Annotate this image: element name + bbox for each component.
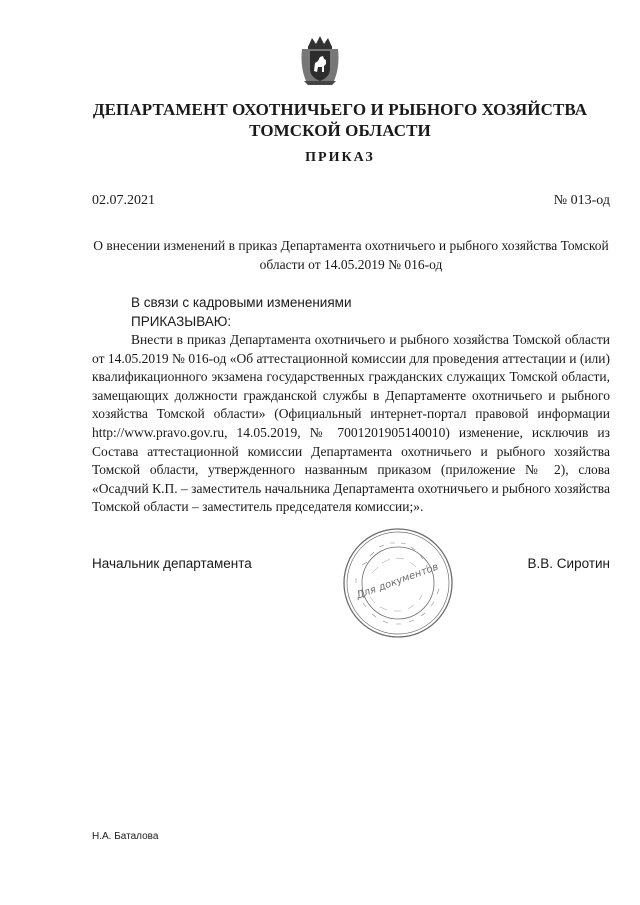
- preamble-order-word: ПРИКАЗЫВАЮ:: [131, 314, 232, 329]
- preamble-reason: В связи с кадровыми изменениями: [131, 295, 352, 310]
- executor-name: Н.А. Баталова: [92, 831, 159, 842]
- document-subject: О внесении изменений в приказ Департамента охотничьего и рыбного хозяйства Томской области от 14.05.2019 № 016-од: [93, 238, 609, 272]
- order-body-paragraph: Внести в приказ Департамента охотничьего и рыбного хозяйства Томской области от 14.05.2019 № 016-од «Об аттестационной комиссии для проведения аттестации и (или) квалификационного экзамена государственных гражданских служащих Томской области, замещающих должности гражданской службы в Департаменте охотничьего и рыбного хозяйства Томской области» (Официальный интернет-портал правовой информации http://www.pravo.gov.ru, 14.05.2019, № 7001201905140010) изменение, исключив из Состава аттестационной комиссии Департамента охотничьего и рыбного хозяйства Томской области, утвержденного названным приказом (приложение № 2), слова «Осадчий К.П. – заместитель начальника Департамента охотничьего и рыбного хозяйства Томской области – заместитель председателя комиссии;».: [92, 332, 610, 515]
- document-number: № 013-од: [553, 193, 610, 208]
- document-date: 02.07.2021: [92, 193, 155, 208]
- signer-name: В.В. Сиротин: [527, 556, 610, 571]
- organization-name-line-2: ТОМСКОЙ ОБЛАСТИ: [249, 121, 431, 140]
- signer-position: Начальник департамента: [92, 556, 252, 571]
- tomsk-region-coat-of-arms-icon: [298, 35, 342, 87]
- stamp-text: Для документов: [354, 561, 440, 602]
- organization-name-line-1: ДЕПАРТАМЕНТ ОХОТНИЧЬЕГО И РЫБНОГО ХОЗЯЙСТВА: [92, 100, 588, 119]
- document-type-heading: ПРИКАЗ: [305, 150, 375, 165]
- round-seal-stamp-icon: [342, 527, 454, 639]
